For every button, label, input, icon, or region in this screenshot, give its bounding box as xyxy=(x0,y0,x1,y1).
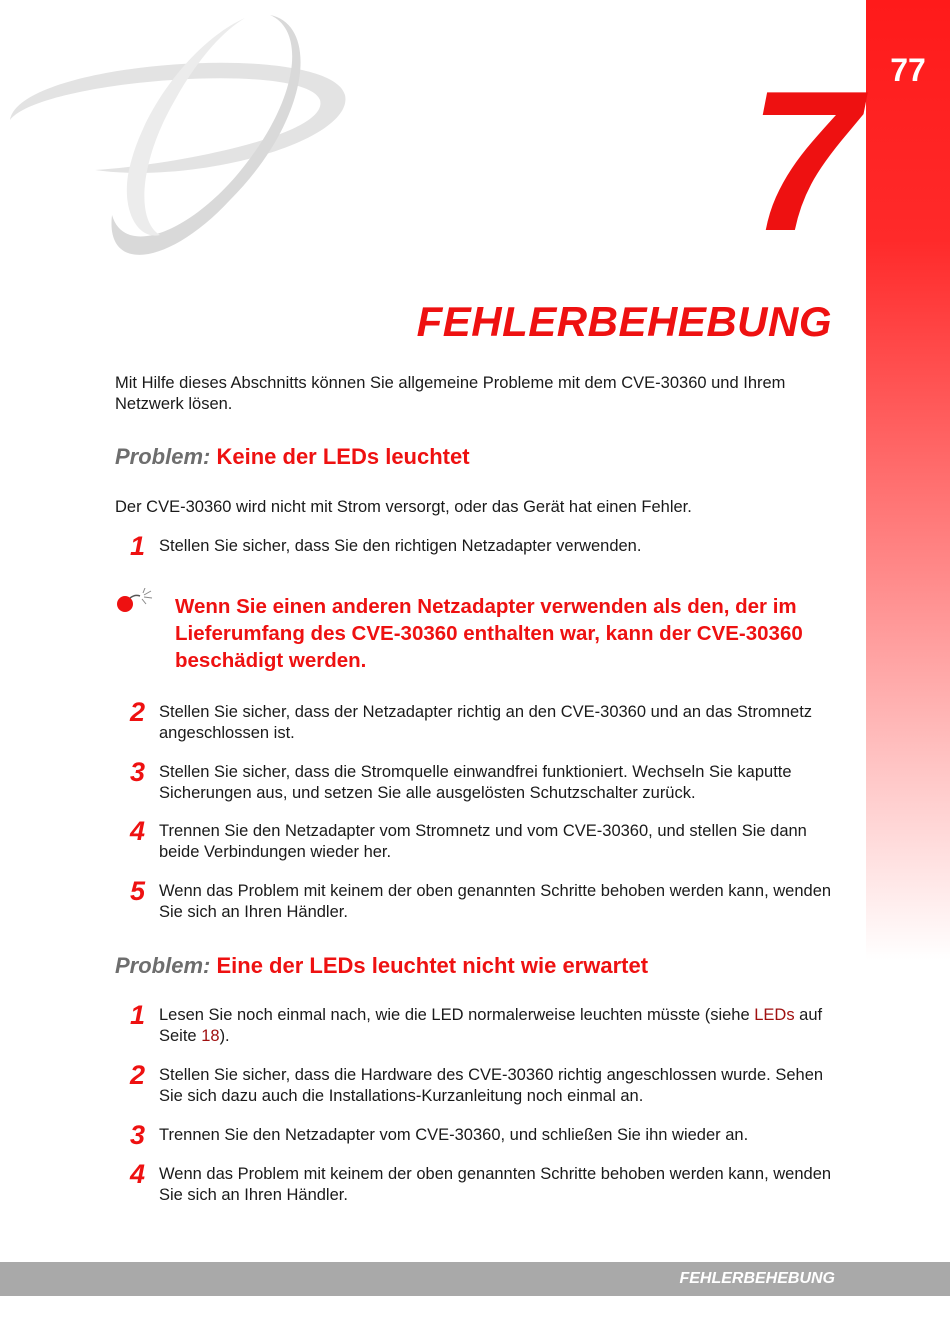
step-text: Trennen Sie den Netzadapter vom CVE-30360, und schließen Sie ihn wieder an. xyxy=(159,1126,749,1144)
page-number: 77 xyxy=(890,52,926,88)
step-text: Wenn das Problem mit keinem der oben genannten Schritte behoben werden kann, wenden Sie sich an Ihren Händler. xyxy=(159,1165,832,1204)
step-number: 2 xyxy=(130,1060,146,1090)
section1-step xyxy=(130,876,850,923)
step-text xyxy=(159,1005,850,1047)
step-text: Trennen Sie den Netzadapter vom Stromnetz und vom CVE-30360, und stellen Sie dann beide Verbindungen wieder her. xyxy=(159,822,807,861)
section2-step xyxy=(130,1159,850,1206)
step-number: 4 xyxy=(130,1159,146,1189)
section1-step xyxy=(130,816,850,863)
step-text-part: Lesen Sie noch einmal nach, wie die LED normalerweise leuchten müsste (siehe xyxy=(159,1006,755,1024)
chapter-number: 7 xyxy=(748,50,860,273)
warning-text: Wenn Sie einen anderen Netzadapter verwenden als den, der im Lieferumfang des CVE-30360 enthalten war, kann der CVE-30360 beschädigt werden. xyxy=(175,595,803,672)
intro-paragraph: Mit Hilfe dieses Abschnitts können Sie allgemeine Probleme mit dem CVE-30360 und Ihrem Netzwerk lösen. xyxy=(115,374,786,413)
footer-chapter-label: FEHLERBEHEBUNG xyxy=(679,1270,835,1287)
step-text: Stellen Sie sicher, dass die Stromquelle einwandfrei funktioniert. Wechseln Sie kaputte Sicherungen aus, und setzen Sie alle ausgelösten Schutzschalter zurück. xyxy=(159,763,792,802)
bomb-warning-icon xyxy=(115,588,155,616)
section2-heading xyxy=(115,953,648,979)
step-number: 3 xyxy=(130,1120,146,1150)
step-text: Wenn das Problem mit keinem der oben genannten Schritte behoben werden kann, wenden Sie sich an Ihren Händler. xyxy=(159,882,832,921)
section1-step xyxy=(130,697,850,744)
side-color-band xyxy=(866,0,950,960)
section2-step xyxy=(130,1000,850,1047)
section1-description: Der CVE-30360 wird nicht mit Strom versorgt, oder das Gerät hat einen Fehler. xyxy=(115,498,692,516)
section1-title: Keine der LEDs leuchtet xyxy=(216,444,470,469)
step-text: Stellen Sie sicher, dass Sie den richtigen Netzadapter verwenden. xyxy=(159,537,642,555)
section2-title: Eine der LEDs leuchtet nicht wie erwartet xyxy=(216,953,649,978)
step-number: 3 xyxy=(130,757,146,787)
step-text-part: auf Seite xyxy=(159,1006,823,1045)
step-number: 5 xyxy=(130,876,146,906)
section2-step xyxy=(130,1060,850,1107)
section1-heading xyxy=(115,444,470,470)
leds-link[interactable]: LEDs xyxy=(754,1006,795,1024)
step-number: 1 xyxy=(130,1000,146,1030)
step-number: 1 xyxy=(130,531,146,561)
chapter-title: FEHLERBEHEBUNG xyxy=(416,298,832,345)
step-text: Stellen Sie sicher, dass der Netzadapter richtig an den CVE-30360 und an das Stromnetz angeschlossen ist. xyxy=(159,703,813,742)
section1-step xyxy=(130,531,850,561)
step-number: 2 xyxy=(130,697,146,727)
section1-label: Problem: xyxy=(115,444,211,469)
brand-swirl-logo xyxy=(0,0,360,300)
step-number: 4 xyxy=(130,816,146,846)
section1-step xyxy=(130,757,850,804)
step-text-part: ). xyxy=(219,1027,230,1045)
section2-step xyxy=(130,1120,850,1150)
page-link[interactable]: 18 xyxy=(201,1027,220,1045)
section2-label: Problem: xyxy=(115,953,211,978)
step-text: Stellen Sie sicher, dass die Hardware des CVE-30360 richtig angeschlossen wurde. Sehen Sie sich dazu auch die Installations-Kurzanleitung noch einmal an. xyxy=(159,1066,824,1105)
